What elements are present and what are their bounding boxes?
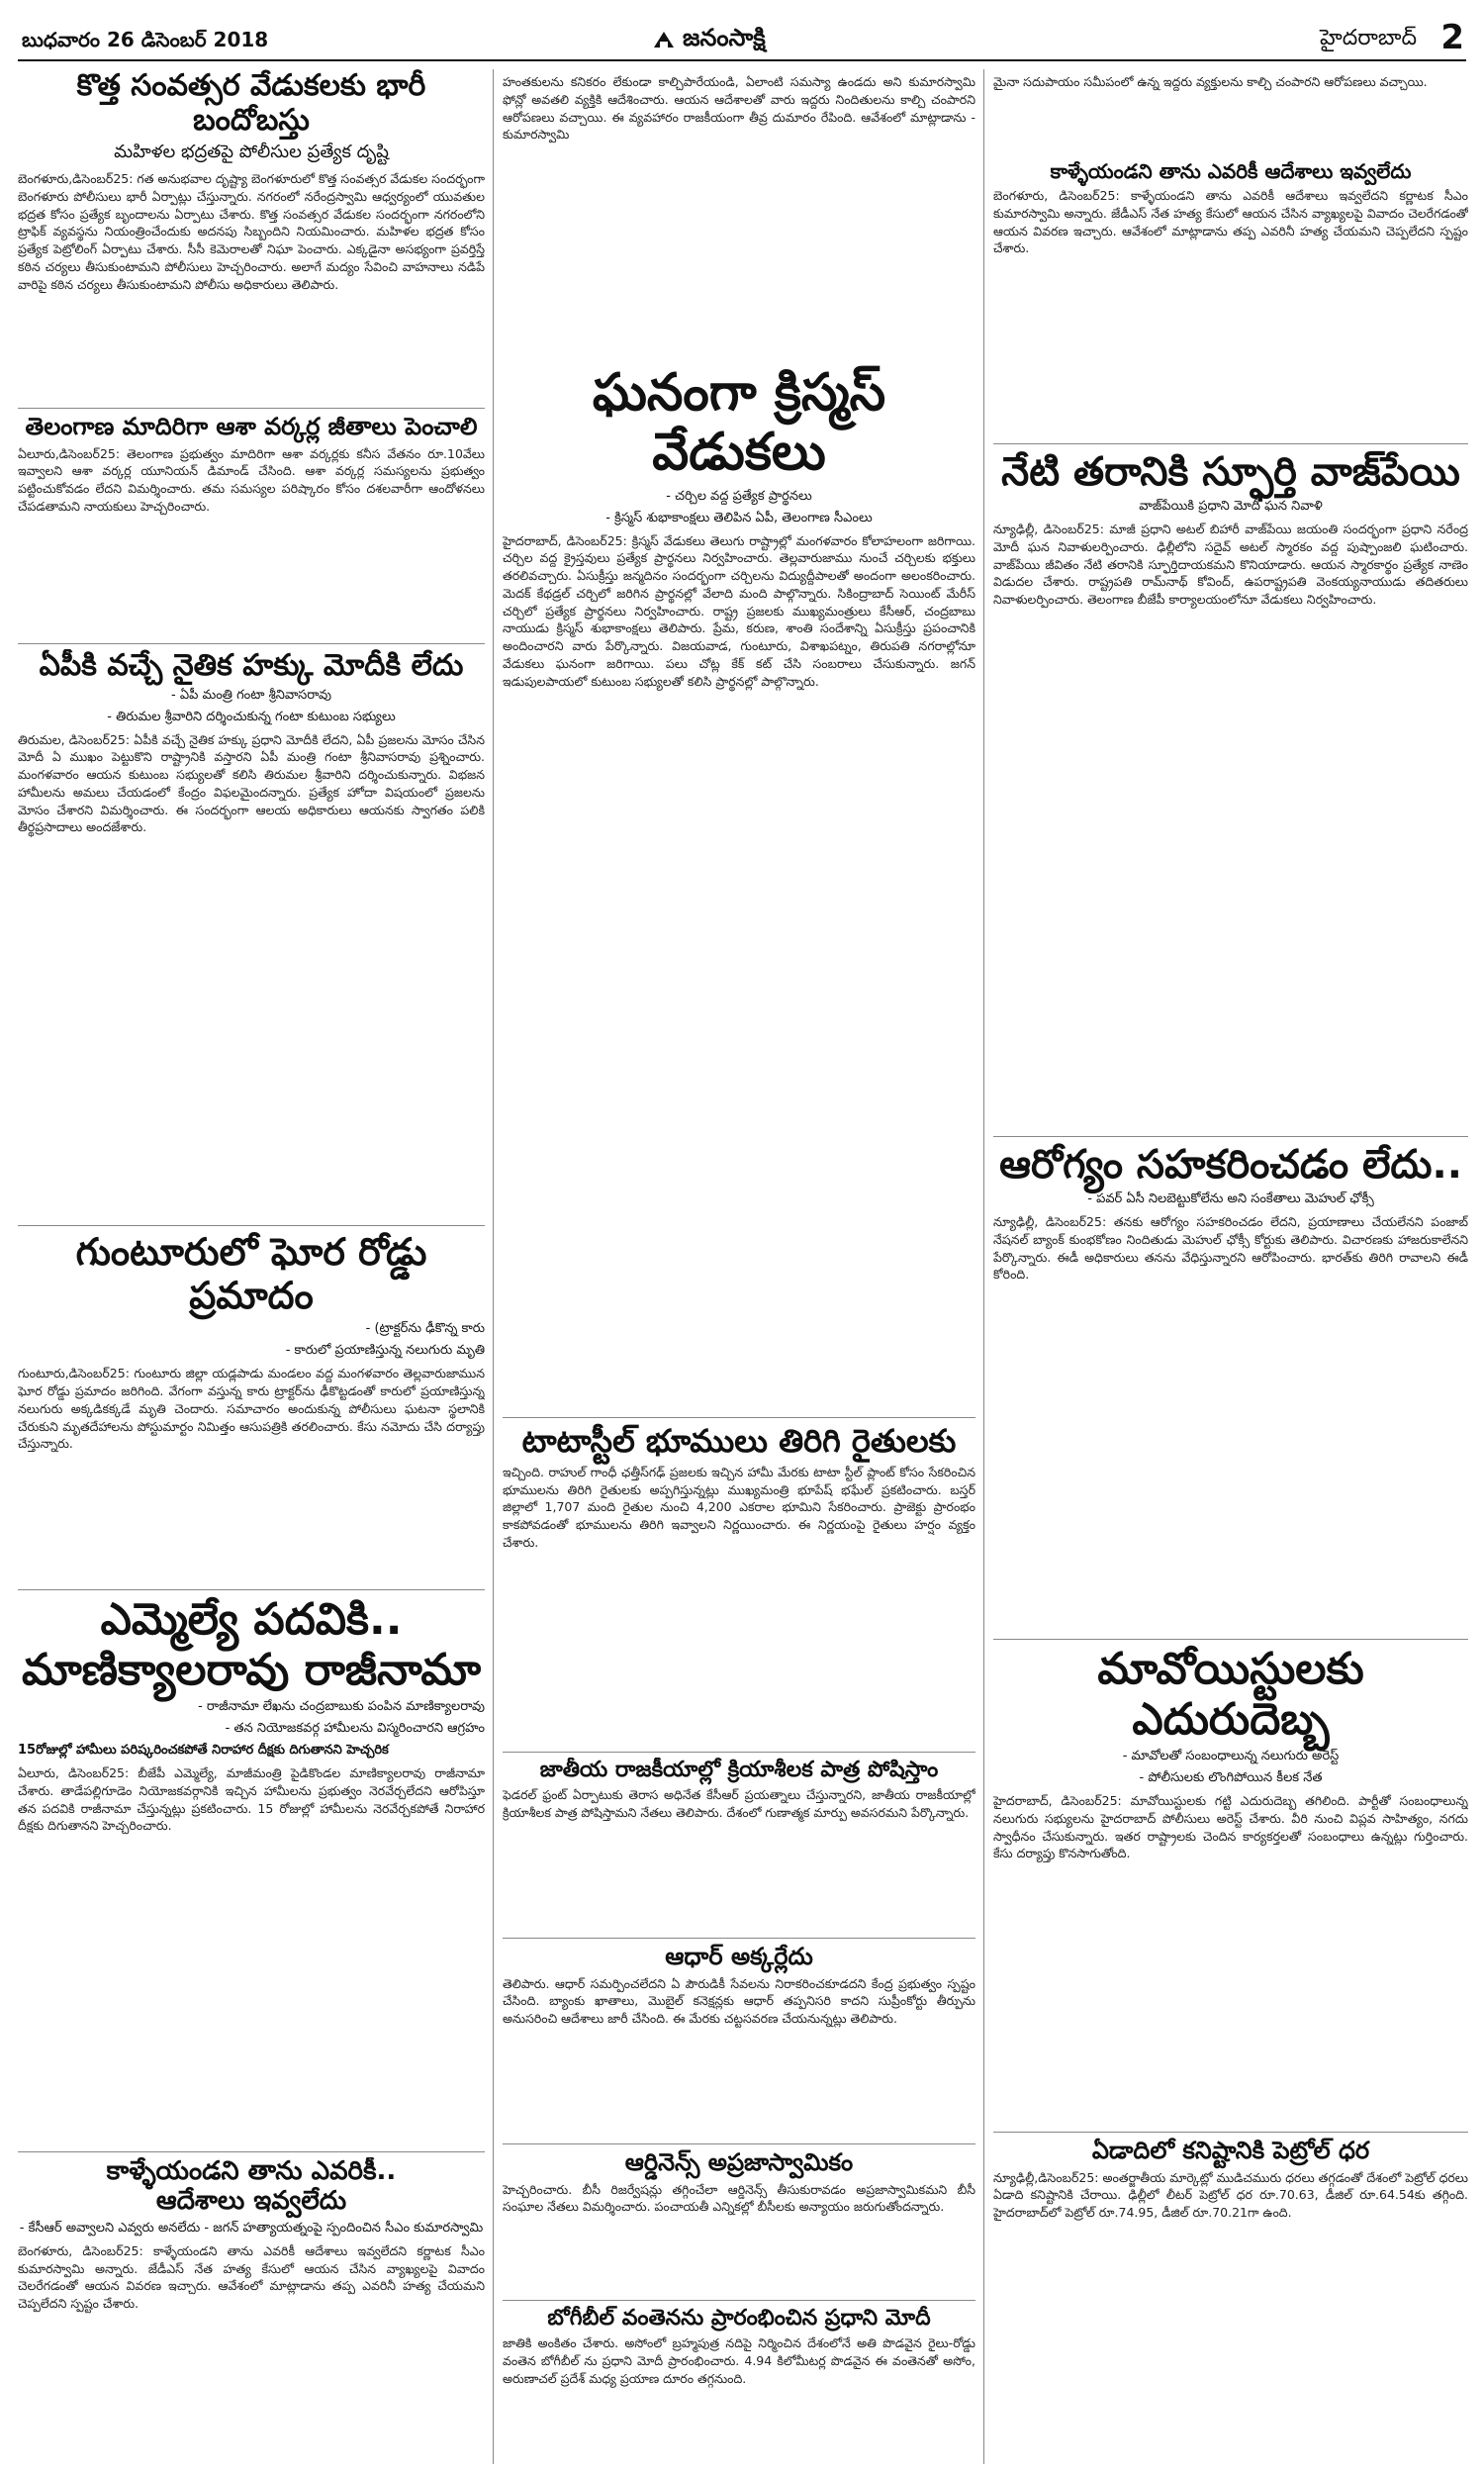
- logo-mark-icon: [651, 28, 677, 53]
- divider: [503, 2300, 975, 2301]
- article-bogibeel: [503, 2306, 975, 2459]
- newspaper-name: జనంసాక్షి: [683, 24, 766, 51]
- subheadline: వాజ్‌పేయికి ప్రధాని మోదీ ఘన నివాళి: [1139, 499, 1323, 514]
- divider: [18, 408, 485, 409]
- divider: [993, 443, 1468, 444]
- article-body: గుంటూరు,డిసెంబర్25: గుంటూరు జిల్లా యడ్లపాడు మండలం వద్ద మంగళవారం తెల్లవారుజామున ఘోర రోడ్డు ప్రమాదం జరిగింది. వేగంగా వస్తున్న కారు ట్రాక్టర్‌ను ఢీకొట్టడంతో కారులో ప్రయాణిస్తున్న నలుగురు అక్కడికక్కడే మృతి చెందారు. సమాచారం అందుకున్న పోలీసులు ఘటనా స్థలానికి చేరుకుని మృతదేహాలను పోస్టుమార్టం నిమిత్తం ఆసుపత్రికి తరలించారు. కేసు నమోదు చేసి దర్యాప్తు చేస్తున్నారు.: [18, 1366, 485, 1452]
- subheadline-2: - తిరుమల శ్రీవారిని దర్శించుకున్న గంటా కుటుంబ సభ్యులు: [107, 709, 396, 724]
- article-christmas: [503, 364, 975, 1413]
- headline: బోగీబీల్‌ వంతెనను ప్రారంభించిన ప్రధాని మోదీ: [547, 2306, 931, 2331]
- headline: తెలంగాణ మాదిరిగా ఆశా వర్కర్ల జీతాలు పెంచాలి: [25, 414, 478, 440]
- article-tata-steel: [503, 1423, 975, 1750]
- article-body: తిరుమల, డిసెంబర్25: ఏపీకి వచ్చే నైతిక హక్కు ప్రధాని మోదీకి లేదని, ఏపీ ప్రజలను మోసం చేసిన మోదీ ఏ ముఖం పెట్టుకొని రాష్ట్రానికి వస్తారని ఏపీ మంత్రి గంటా శ్రీనివాసరావు ప్రశ్నించారు. మంగళవారం ఆయన కుటుంబ సభ్యులతో కలిసి తిరుమల శ్రీవారిని దర్శించుకున్నారు. విభజన హామీలను అమలు చేయడంలో కేంద్రం విఫలమైందన్నారు. ప్రత్యేక హోదా విషయంలో ప్రజలను మోసం చేశారని విమర్శించారు. ఈ సందర్భంగా ఆలయ అధికారులు ఆయనకు స్వాగతం పలికి తీర్థప్రసాదాలు అందజేశారు.: [18, 731, 485, 835]
- article-body: హెచ్చరించారు. బీసీ రిజర్వేషన్లు తగ్గించేలా ఆర్డినెన్స్ తీసుకురావడం అప్రజాస్వామికమని బీసీ సంఘాల నేతలు విమర్శించారు. పంచాయతీ ఎన్నికల్లో బీసీలకు అన్యాయం జరుగుతోందన్నారు.: [503, 2181, 975, 2215]
- article-mla-resignation: [18, 1595, 485, 2149]
- subheadline: - కేసీఆర్‌ అవ్వాలని ఎవ్వరు అనలేదు - జగన్ హత్యాయత్నంపై స్పందించిన సీఎం కుమారస్వామి: [19, 2220, 484, 2236]
- article-accident: [18, 1231, 485, 1587]
- headline: గుంటూరులో ఘోర రోడ్డు ప్రమాదం: [75, 1231, 427, 1317]
- headline-line1: ఎమ్మెల్యే పదవికి..: [100, 1595, 403, 1645]
- headline-line1: కాళ్ళేయండని తాను ఎవరికీ..: [106, 2157, 397, 2186]
- divider: [503, 1752, 975, 1753]
- article-body: హైదరాబాద్, డిసెంబర్25: మావోయిస్టులకు గట్టి ఎదురుదెబ్బ తగిలింది. పార్టీతో సంబంధాలున్న నలుగురు సభ్యులను హైదరాబాద్ పోలీసులు అరెస్ట్ చేశారు. వీరి నుంచి విప్లవ సాహిత్యం, నగదు స్వాధీనం చేసుకున్నారు. ఇతర రాష్ట్రాలకు చెందిన కార్యకర్తలతో సంబంధాలు ఉన్నట్లు గుర్తించారు. కేసు దర్యాప్తు కొనసాగుతోంది.: [993, 1793, 1468, 1861]
- article-health: [993, 1142, 1468, 1637]
- article-body: ఫెడరల్ ఫ్రంట్ ఏర్పాటుకు తెరాస అధినేత కేసీఆర్ ప్రయత్నాలు చేస్తున్నారని, జాతీయ రాజకీయాల్లో క్రియాశీలక పాత్ర పోషిస్తామని నేతలు తెలిపారు. దేశంలో గుణాత్మక మార్పు అవసరమని పేర్కొన్నారు.: [503, 1787, 975, 1821]
- article-body: జాతికి అంకితం చేశారు. అసోంలో బ్రహ్మపుత్ర నదిపై నిర్మించిన దేశంలోనే అతి పొడవైన రైలు-రోడ్డు వంతెన బోగీబీల్ ను ప్రధాని మోదీ ప్రారంభించారు. 4.94 కిలోమీటర్ల పొడవైన ఈ వంతెనతో అసోం, అరుణాచల్ ప్రదేశ్ మధ్య ప్రయాణ దూరం తగ్గనుంది.: [503, 2335, 975, 2386]
- headline: ఏడాదిలో కనిష్టానికి పెట్రోల్‌ ధర: [1091, 2138, 1370, 2164]
- page-number: 2: [1440, 18, 1464, 57]
- article-asha: [18, 414, 485, 641]
- divider: [993, 2132, 1468, 2133]
- article-maoist: [993, 1645, 1468, 2130]
- subheadline-2: - తన నియోజకవర్గ హామీలను విస్మరించారని ఆగ్రహం: [225, 1721, 485, 1737]
- divider: [993, 1639, 1468, 1640]
- article-body: న్యూఢిల్లీ, డిసెంబర్25: తనకు ఆరోగ్యం సహకరించడం లేదని, ప్రయాణాలు చేయలేనని పంజాబ్ నేషనల్ బ్యాంక్ కుంభకోణం నిందితుడు మెహుల్ ఛోక్సీ కోర్టుకు తెలిపారు. విచారణకు హాజరుకాలేనని పేర్కొన్నారు. ఈడీ అధికారులు తనను వేధిస్తున్నారని ఆరోపించారు. భారత్‌కు తిరిగి రావాలని ఈడీ కోరింది.: [993, 1214, 1468, 1283]
- divider: [18, 643, 485, 644]
- article-body: న్యూఢిల్లీ, డిసెంబర్25: మాజీ ప్రధాని అటల్ బిహారీ వాజ్‌పేయి జయంతి సందర్భంగా ప్రధాని నరేంద్ర మోదీ ఘన నివాళులర్పించారు. ఢిల్లీలోని సదైవ్ అటల్ స్మారకం వద్ద పుష్పాంజలి ఘటించారు. వాజ్‌పేయి జీవితం నేటి తరానికి స్ఫూర్తిదాయకమని కొనియాడారు. ఆయన స్మారకార్థం ప్రత్యేక నాణెం విడుదల చేశారు. రాష్ట్రపతి రామ్‌నాథ్ కోవింద్, ఉపరాష్ట్రపతి వెంకయ్యనాయుడు తదితరులు నివాళులర్పించారు. తెలంగాణ బీజేపీ కార్యాలయంలోనూ వేడుకలు నిర్వహించారు.: [993, 522, 1468, 607]
- article-petrol: [993, 2138, 1468, 2459]
- subheadline-2: - కారులో ప్రయాణిస్తున్న నలుగురు మృతి: [285, 1343, 485, 1359]
- article-security: [18, 69, 485, 406]
- headline: కాళ్ళేయండని తాను ఎవరికీ ఆదేశాలు ఇవ్వలేదు: [1050, 160, 1412, 183]
- divider: [503, 1938, 975, 1939]
- article-body: మైనా సదుపాయం సమీపంలో ఉన్న ఇద్దరు వ్యక్తులను కాల్చి చంపారని ఆరోపణలు వచ్చాయి.: [993, 74, 1428, 89]
- article-body: న్యూఢిల్లీ,డిసెంబర్25: అంతర్జాతీయ మార్కెట్లో ముడిచమురు ధరలు తగ్గడంతో దేశంలో పెట్రోల్ ధరలు ఏడాది కనిష్టానికి చేరాయి. ఢిల్లీలో లీటర్ పెట్రోల్ ధర రూ.70.63, డీజిల్ రూ.64.54కు తగ్గింది. హైదరాబాద్‌లో పెట్రోల్ రూ.74.95, డీజిల్ రూ.70.21గా ఉంది.: [993, 2169, 1468, 2221]
- article-body: హైదరాబాద్, డిసెంబర్25: క్రిస్మస్ వేడుకలు తెలుగు రాష్ట్రాల్లో మంగళవారం కోలాహలంగా జరిగాయి. చర్చిల వద్ద క్రైస్తవులు ప్రత్యేక ప్రార్థనలు నిర్వహించారు. తెల్లవారుజాము నుంచే చర్చిలకు భక్తులు తరలివచ్చారు. ఏసుక్రీస్తు జన్మదినం సందర్భంగా చర్చిలను విద్యుద్దీపాలతో అందంగా అలంకరించారు. మెదక్ కేథడ్రల్ చర్చిలో జరిగిన ప్రార్థనల్లో వేలాది మంది పాల్గొన్నారు. సికింద్రాబాద్ సెయింట్ మేరీస్ చర్చిలో ప్రత్యేక ప్రార్థనలు నిర్వహించారు. రాష్ట్ర ప్రజలకు ముఖ్యమంత్రులు కేసీఆర్, చంద్రబాబు నాయుడు క్రిస్మస్ శుభాకాంక్షలు తెలిపారు. ప్రేమ, కరుణ, శాంతి సందేశాన్ని ఏసుక్రీస్తు ప్రపంచానికి అందించారని వారు పేర్కొన్నారు. విజయవాడ, గుంటూరు, విశాఖపట్నం, తిరుపతి నగరాల్లోనూ వేడుకలు ఘనంగా జరిగాయి. పలు చోట్ల కేక్ కట్ చేసి సంబరాలు చేసుకున్నారు. జగన్ ఇడుపులపాయలో కుటుంబ సభ్యులతో కలిసి ప్రార్థనల్లో పాల్గొన్నారు.: [503, 532, 975, 689]
- subheadline: - ఏపీ మంత్రి గంటా శ్రీనివాసరావు: [171, 687, 331, 703]
- article-vajpayee: [993, 449, 1468, 1003]
- subheadline-2: - క్రిస్మస్ శుభాకాంక్షలు తెలిపిన ఏపీ, తెలంగాణ సీఎంలు: [605, 510, 873, 525]
- issue-date: బుధవారం 26 డిసెంబర్ 2018: [22, 28, 269, 51]
- headline-line2: మాణిక్యాలరావు రాజీనామా: [21, 1644, 482, 1695]
- article-body: ఇచ్చింది. రాహుల్ గాంధీ ఛత్తీస్‌గఢ్ ప్రజలకు ఇచ్చిన హామీ మేరకు టాటా స్టీల్ ప్లాంట్ కోసం సేకరించిన భూములను తిరిగి రైతులకు అప్పగిస్తున్నట్లు ముఖ్యమంత్రి భూపేష్ భఘేల్ ప్రకటించారు. బస్తర్ జిల్లాలో 1,707 మంది రైతుల నుంచి 4,200 ఎకరాల భూమిని సేకరించారు. ప్రాజెక్టు ప్రారంభం కాకపోవడంతో భూములను తిరిగి ఇవ్వాలని నిర్ణయించారు. ఈ నిర్ణయంపై రైతులు హర్షం వ్యక్తం చేశారు.: [503, 1464, 975, 1550]
- column-divider: [493, 69, 494, 2464]
- subheadline: - చర్చిల వద్ద ప్రత్యేక ప్రార్థనలు: [666, 488, 812, 504]
- article-kaleshwaram-right: [993, 160, 1468, 435]
- headline: కొత్త సంవత్సర వేడుకలకు భారీ బందోబస్తు: [76, 69, 426, 138]
- divider: [18, 1225, 485, 1226]
- headline: నేటి తరానికి స్ఫూర్తి వాజ్‌పేయి: [1001, 449, 1460, 495]
- subheadline: - పవర్ ఏసీ నిలబెట్టుకోలేను అని సంకేతాలు మెహుల్ ఛోక్సీ: [1087, 1191, 1374, 1206]
- headline: ఏపీకి వచ్చే నైతిక హక్కు మోదీకి లేదు: [39, 649, 464, 683]
- subheadline-2: - పోలీసులకు లొంగిపోయిన కీలక నేత: [1139, 1770, 1323, 1786]
- headline: మావోయిస్టులకు ఎదురుదెబ్బ: [1097, 1645, 1364, 1745]
- divider: [18, 2151, 485, 2152]
- column-divider: [983, 69, 984, 2464]
- headline: ఆధార్‌ అక్కర్లేదు: [665, 1944, 813, 1970]
- article-body: బెంగళూరు,డిసెంబర్25: గత అనుభవాల దృష్ట్యా బెంగళూరులో కొత్త సంవత్సర వేడుకల సందర్భంగా బెంగళూరు పోలీసులు భారీ ఏర్పాట్లు చేస్తున్నారు. నగరంలో నరేంద్రస్వామి ఆధ్వర్యంలో యువతుల భద్రత కోసం ప్రత్యేక బృందాలను ఏర్పాటు చేశారు. కొత్త సంవత్సర వేడుకల సందర్భంగా నగరంలోని ట్రాఫిక్ వ్యవస్థను నియంత్రించేందుకు అదనపు సిబ్బందిని నియమించారు. మహిళల భద్రత కోసం ప్రత్యేక పెట్రోలింగ్ ఏర్పాటు చేశారు. సీసీ కెమెరాలతో నిఘా పెంచారు. ఎక్కడైనా అసభ్యంగా ప్రవర్తిస్తే కఠిన చర్యలు తీసుకుంటామని పోలీసులు హెచ్చరించారు. అలాగే మద్యం సేవించి వాహనాలు నడిపే వారిపై కఠిన చర్యలు తీసుకుంటామని పోలీసు అధికారులు తెలిపారు.: [18, 171, 485, 292]
- masthead: [18, 20, 1466, 61]
- divider: [503, 1417, 975, 1418]
- article-kaleshwaram: [18, 2157, 485, 2459]
- headline: ఆరోగ్యం సహకరించడం లేదు..: [999, 1142, 1462, 1188]
- article-modi-ap: [18, 649, 485, 1223]
- article-national-politics: [503, 1758, 975, 1936]
- article-body: తెలిపారు. ఆధార్ సమర్పించలేదని ఏ పౌరుడికీ సేవలను నిరాకరించకూడదని కేంద్ర ప్రభుత్వం స్పష్టం చేసింది. బ్యాంకు ఖాతాలు, మొబైల్ కనెక్షన్లకు ఆధార్ తప్పనిసరి కాదని సుప్రీంకోర్టు తీర్పును అనుసరించి ఆదేశాలు జారీ చేసింది. ఈ మేరకు చట్టసవరణ చేయనున్నట్లు తెలిపారు.: [503, 1975, 975, 2027]
- article-body: ఏలూరు, డిసెంబర్25: బీజేపీ ఎమ్మెల్యే, మాజీమంత్రి పైడికొండల మాణిక్యాలరావు రాజీనామా చేశారు. తాడేపల్లిగూడెం నియోజకవర్గానికి ఇచ్చిన హామీలను ప్రభుత్వం నెరవేర్చలేదని ఆరోపిస్తూ తన పదవికి రాజీనామా చేస్తున్నట్లు ప్రకటించారు. 15 రోజుల్లో హామీలను నెరవేర్చకపోతే నిరాహార దీక్షకు దిగుతానని హెచ్చరించారు.: [18, 1765, 485, 1834]
- kicker: 15రోజుల్లో హామీలు పరిష్కరించకపోతే నిరాహార దీక్షకు దిగుతానని హెచ్చరిక: [18, 1743, 389, 1759]
- article-christmas-intro: [503, 69, 975, 356]
- headline-line2: ఆదేశాలు ఇవ్వలేదు: [155, 2185, 347, 2216]
- newspaper-logo: [651, 24, 766, 57]
- divider: [18, 1589, 485, 1590]
- subheadline: - రాజీనామా లేఖను చంద్రబాబుకు పంపిన మాణిక్యాలరావు: [198, 1699, 485, 1715]
- article-aadhar: [503, 1944, 975, 2142]
- article-body: ఏలూరు,డిసెంబర్25: తెలంగాణ ప్రభుత్వం మాదిరిగా ఆశా వర్కర్లకు కనీస వేతనం రూ.10వేలు ఇవ్వాలని ఆశా వర్కర్ల యూనియన్ డిమాండ్ చేసింది. ఆశా వర్కర్ల సమస్యలను ప్రభుత్వం పట్టించుకోవడం లేదని విమర్శించారు. తమ సమస్యల పరిష్కారం కోసం దశలవారీగా ఆందోళనలు చేపడతామని నాయకులు హెచ్చరించారు.: [18, 445, 485, 514]
- divider: [993, 1136, 1468, 1137]
- article-body: బెంగళూరు, డిసెంబర్25: కాళ్ళేయండని తాను ఎవరికీ ఆదేశాలు ఇవ్వలేదని కర్ణాటక సీఎం కుమారస్వామి అన్నారు. జేడీఎస్ నేత హత్య కేసులో ఆయన చేసిన వ్యాఖ్యలపై వివాదం చెలరేగడంతో ఆయన వివరణ ఇచ్చారు. ఆవేశంలో మాట్లాడాను తప్ప ఎవరినీ హత్య చేయమని చెప్పలేదని స్పష్టం చేశారు.: [993, 188, 1468, 256]
- headline: టాటాస్టీల్ భూములు తిరిగి రైతులకు: [521, 1423, 957, 1460]
- subheadline: మహిళల భద్రతపై పోలీసుల ప్రత్యేక దృష్టి: [114, 142, 389, 162]
- headline: ఘనంగా క్రిస్మస్‌ వేడుకలు: [592, 364, 886, 482]
- article-vajpayee-intro: [993, 69, 1468, 158]
- subheadline: - మావోలతో సంబంధాలున్న నలుగురు అరెస్ట్: [1122, 1749, 1340, 1764]
- headline: జాతీయ రాజకీయాల్లో క్రియాశీలక పాత్ర పోషిస్తాం: [539, 1758, 939, 1782]
- article-ordinance: [503, 2149, 975, 2298]
- divider: [503, 2143, 975, 2144]
- subheadline: - (ట్రాక్టర్‌ను ఢీకొన్న కారు: [365, 1321, 485, 1337]
- headline: ఆర్డినెన్స్‌ అప్రజాస్వామికం: [624, 2149, 854, 2176]
- edition-city: హైదరాబాద్: [1320, 26, 1417, 50]
- article-body: హంతకులను కనికరం లేకుండా కాల్చిపారేయండి, ఏలాంటి సమస్యా ఉండదు అని కుమారస్వామి ఫోన్లో అవతలి వ్యక్తికి ఆదేశించారు. ఆయన ఆదేశాలతో వారు ఇద్దరు నిందితులను కాల్చి చంపారని ఆరోపణలు వచ్చాయి. ఈ వ్యవహారం రాజకీయంగా తీవ్ర దుమారం రేపింది. ఆవేశంలో మాట్లాడాను - కుమారస్వామి: [503, 74, 975, 143]
- article-body: బెంగళూరు, డిసెంబర్25: కాళ్ళేయండని తాను ఎవరికీ ఆదేశాలు ఇవ్వలేదని కర్ణాటక సీఎం కుమారస్వామి అన్నారు. జేడీఎస్ నేత హత్య కేసులో ఆయన చేసిన వ్యాఖ్యలపై వివాదం చెలరేగడంతో ఆయన వివరణ ఇచ్చారు. ఆవేశంలో మాట్లాడాను తప్ప ఎవరినీ హత్య చేయమని చెప్పలేదని స్పష్టం చేశారు.: [18, 2242, 485, 2312]
